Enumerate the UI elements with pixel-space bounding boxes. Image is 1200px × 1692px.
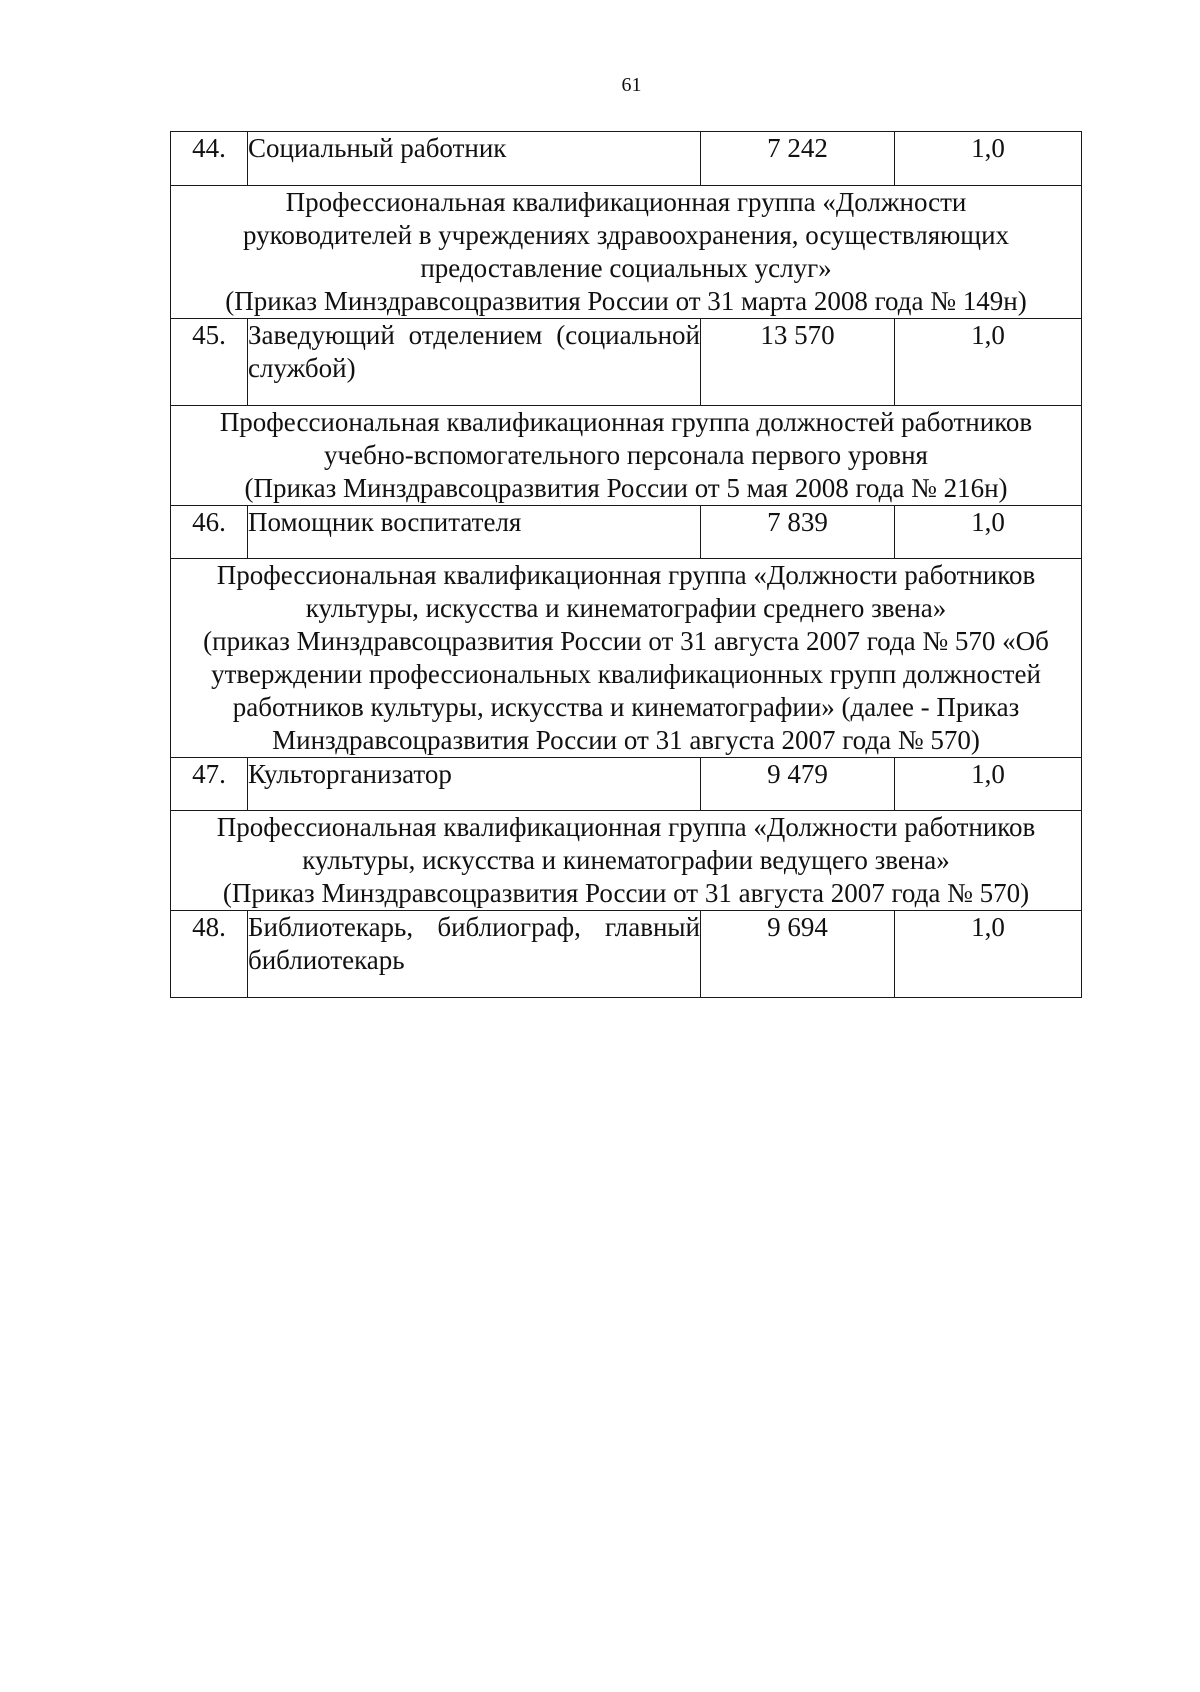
group-header-row: [171, 186, 1082, 319]
page-number: 61: [621, 74, 642, 96]
group-header-line: руководителей в учреждениях здравоохранения, осуществляющих: [242, 220, 1010, 250]
position-name: Культорганизатор: [248, 758, 701, 811]
table-row: [171, 911, 1082, 998]
coefficient-value: 1,0: [895, 319, 1082, 406]
salary-value: 7 839: [701, 506, 895, 559]
table-row: [171, 758, 1082, 811]
group-header-line: (Приказ Минздравсоцразвития России от 31 марта 2008 года № 149н): [225, 286, 1027, 316]
group-header-line: культуры, искусства и кинематографии ведущего звена»: [302, 845, 950, 875]
group-header-line: Минздравсоцразвития России от 31 августа 2007 года № 570): [272, 725, 980, 755]
group-header-line: Профессиональная квалификационная группа «Должности: [285, 187, 967, 217]
salary-value: 9 479: [701, 758, 895, 811]
table-row: [171, 506, 1082, 559]
qualification-group-header: [171, 406, 1082, 506]
position-name: Помощник воспитателя: [248, 506, 701, 559]
coefficient-value: 1,0: [895, 758, 1082, 811]
group-header-line: учебно-вспомогательного персонала первого уровня: [324, 440, 928, 470]
row-number: 44.: [171, 132, 248, 186]
salary-value: 13 570: [701, 319, 895, 406]
group-header-line: работников культуры, искусства и кинематографии» (далее - Приказ: [232, 692, 1020, 722]
group-header-line: (Приказ Минздравсоцразвития России от 31 августа 2007 года № 570): [222, 878, 1030, 908]
position-name: Библиотекарь, библиограф, главный библиотекарь: [248, 911, 701, 998]
position-name: Заведующий отделением (социальной службой): [248, 319, 701, 406]
coefficient-value: 1,0: [895, 132, 1082, 186]
table-row: [171, 319, 1082, 406]
group-header-line: предоставление социальных услуг»: [420, 253, 832, 283]
group-header-line: (приказ Минздравсоцразвития России от 31 августа 2007 года № 570 «Об: [203, 626, 1049, 656]
group-header-line: Профессиональная квалификационная группа должностей работников: [219, 407, 1033, 437]
group-header-line: Профессиональная квалификационная группа «Должности работников: [216, 560, 1036, 590]
group-header-row: [171, 811, 1082, 911]
group-header-row: [171, 406, 1082, 506]
salary-value: 7 242: [701, 132, 895, 186]
group-header-line: Профессиональная квалификационная группа «Должности работников: [216, 812, 1036, 842]
group-header-line: утверждении профессиональных квалификационных групп должностей: [211, 659, 1041, 689]
position-salary-table: [170, 131, 1082, 998]
table-row: [171, 132, 1082, 186]
coefficient-value: 1,0: [895, 506, 1082, 559]
group-header-line: культуры, искусства и кинематографии среднего звена»: [305, 593, 947, 623]
row-number: 48.: [171, 911, 248, 998]
salary-value: 9 694: [701, 911, 895, 998]
group-header-row: [171, 559, 1082, 758]
group-header-line: (Приказ Минздравсоцразвития России от 5 мая 2008 года № 216н): [244, 473, 1008, 503]
row-number: 45.: [171, 319, 248, 406]
qualification-group-header: [171, 811, 1082, 911]
qualification-group-header: [171, 186, 1082, 319]
row-number: 46.: [171, 506, 248, 559]
position-name: Социальный работник: [248, 132, 701, 186]
coefficient-value: 1,0: [895, 911, 1082, 998]
qualification-group-header: [171, 559, 1082, 758]
row-number: 47.: [171, 758, 248, 811]
